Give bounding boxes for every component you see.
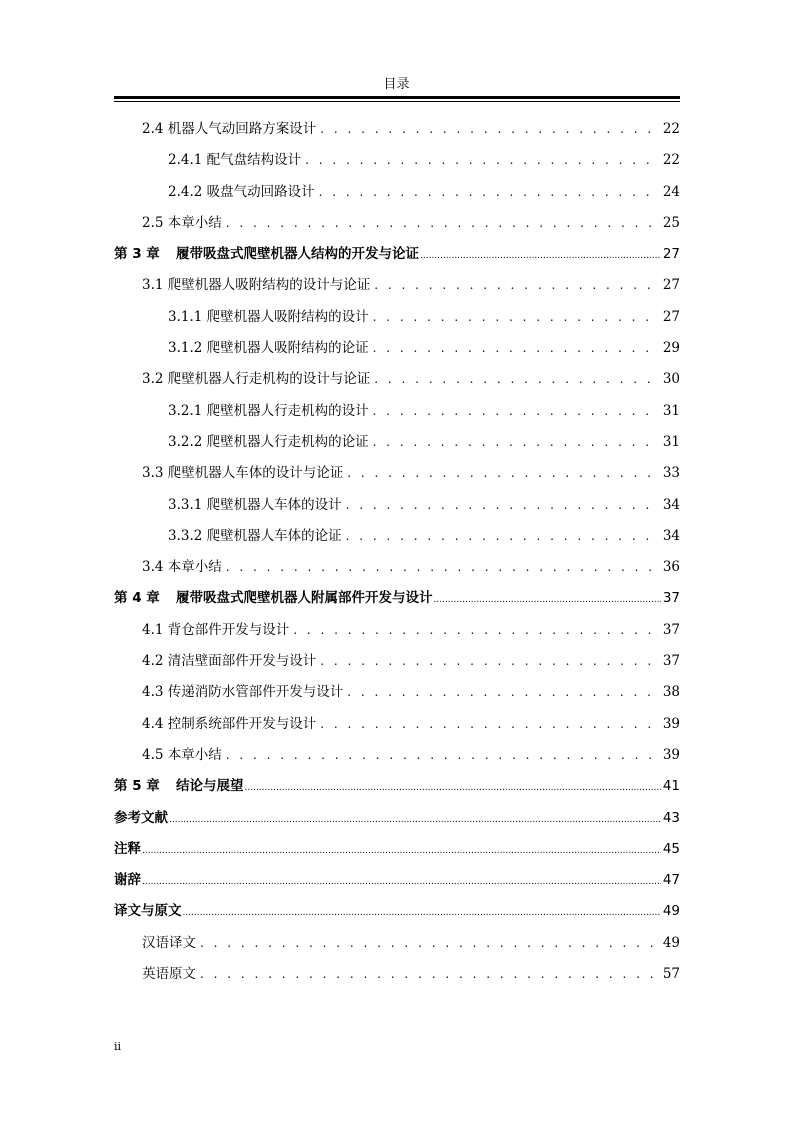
dot-leader [373, 302, 658, 333]
toc-page-number: 27 [662, 277, 680, 294]
toc-page-number: 37 [662, 621, 680, 638]
toc-entry[interactable] [114, 677, 680, 708]
toc-page-number: 27 [662, 246, 680, 263]
toc-entry-label [142, 270, 370, 301]
toc-entry-title: 2.5 本章小结 [142, 214, 222, 231]
dot-leader [374, 270, 658, 301]
toc-page-number: 45 [662, 840, 680, 857]
toc-entry-title: 3.1 爬壁机器人吸附结构的设计与论证 [142, 277, 371, 294]
toc-entry-label [168, 145, 301, 176]
dot-leader [142, 867, 661, 896]
dot-leader [347, 458, 658, 489]
toc-entry[interactable] [114, 959, 680, 990]
dot-leader [319, 177, 658, 208]
toc-page-number: 37 [662, 590, 680, 607]
toc-page-number: 31 [662, 402, 680, 419]
dot-leader [183, 898, 662, 927]
toc-entry[interactable] [114, 490, 680, 521]
toc-entry-label [142, 928, 196, 959]
toc-entry-label [142, 364, 370, 395]
toc-entry-title: 3.1.2 爬壁机器人吸附结构的论证 [168, 340, 369, 357]
toc-entry-title: 英语原文 [142, 966, 196, 983]
toc-entry[interactable] [114, 114, 680, 145]
toc-entry[interactable] [114, 740, 680, 771]
toc-entry[interactable] [114, 834, 680, 865]
toc-entry-title: 3.3 爬壁机器人车体的设计与论证 [142, 465, 344, 482]
chapter-number: 第 4 章 [114, 590, 160, 607]
dot-leader [245, 773, 662, 802]
toc-page-number: 49 [662, 903, 680, 920]
toc-entry[interactable] [114, 928, 680, 959]
toc-entry[interactable] [114, 615, 680, 646]
toc-page-number: 22 [662, 152, 680, 169]
toc-entry[interactable] [114, 177, 680, 208]
toc-page-number: 38 [662, 684, 680, 701]
toc-entry-label [142, 458, 343, 489]
toc-page-number: 24 [662, 183, 680, 200]
dot-leader [226, 552, 658, 583]
toc-entry[interactable] [114, 583, 680, 614]
toc-entry-title: 4.2 清洁壁面部件开发与设计 [142, 653, 317, 670]
footer-page-number: ii [114, 1040, 122, 1053]
toc-entry-title: 参考文献 [114, 809, 168, 826]
dot-leader [169, 805, 661, 834]
chapter-number: 第 3 章 [114, 246, 160, 263]
toc-entry[interactable] [114, 427, 680, 458]
dot-leader [373, 396, 658, 427]
page-header-title: 目录 [383, 77, 410, 92]
toc-entry-label [168, 333, 369, 364]
toc-entry-label [114, 803, 168, 834]
dot-leader [320, 709, 658, 740]
dot-leader [320, 114, 658, 145]
toc-entry-label [114, 771, 244, 802]
dot-leader [305, 145, 658, 176]
toc-entry-label [142, 646, 316, 677]
toc-page-number: 47 [662, 872, 680, 889]
toc-entry-label [142, 552, 222, 583]
toc-entry-label [168, 521, 342, 552]
toc-page-number: 36 [662, 559, 680, 576]
toc-entry[interactable] [114, 208, 680, 239]
toc-entry-title: 译文与原文 [114, 903, 182, 920]
toc-entry-title: 3.1.1 爬壁机器人吸附结构的设计 [168, 308, 369, 325]
toc-entry-title: 4.1 背仓部件开发与设计 [142, 621, 290, 638]
toc-entry-label [168, 490, 342, 521]
toc-entry[interactable] [114, 239, 680, 270]
toc-entry[interactable] [114, 333, 680, 364]
dot-leader [226, 740, 658, 771]
toc-entry-title: 4.4 控制系统部件开发与设计 [142, 715, 317, 732]
toc-page-number: 25 [662, 214, 680, 231]
dot-leader [226, 208, 658, 239]
toc-entry[interactable] [114, 646, 680, 677]
toc-page-number: 49 [662, 934, 680, 951]
toc-entry-label [142, 208, 222, 239]
toc-page-number: 27 [662, 308, 680, 325]
toc-page-number: 29 [662, 340, 680, 357]
toc-page-number: 41 [662, 778, 680, 795]
toc-page-number: 22 [662, 121, 680, 137]
toc-entry-title: 2.4 机器人气动回路方案设计 [142, 121, 317, 137]
toc-entry[interactable] [114, 145, 680, 176]
header-rule-thin [114, 101, 680, 102]
toc-entry[interactable] [114, 521, 680, 552]
dot-leader [293, 615, 658, 646]
toc-page-number: 34 [662, 496, 680, 513]
toc-entry-label [142, 740, 222, 771]
toc-entry-title: 3.3.1 爬壁机器人车体的设计 [168, 496, 342, 513]
toc-entry-title: 3.2 爬壁机器人行走机构的设计与论证 [142, 371, 371, 388]
toc-entry-title: 4.5 本章小结 [142, 746, 222, 763]
toc-page-number: 30 [662, 371, 680, 388]
toc-entry-label [168, 302, 369, 333]
toc-entry-label [114, 834, 141, 865]
toc-entry[interactable] [114, 458, 680, 489]
toc-entry[interactable] [114, 771, 680, 802]
toc-entry-label [114, 583, 433, 614]
header-rule-thick [114, 96, 680, 99]
toc-entry-title: 3.3.2 爬壁机器人车体的论证 [168, 527, 342, 544]
dot-leader [200, 928, 658, 959]
toc-entry-title: 谢辞 [114, 872, 141, 889]
toc-entry[interactable] [114, 896, 680, 927]
toc-entry-label [142, 677, 343, 708]
toc-entry-title: 4.3 传递消防水管部件开发与设计 [142, 684, 344, 701]
toc-entry[interactable] [114, 270, 680, 301]
toc-entry[interactable] [114, 364, 680, 395]
toc-entry-title: 2.4.2 吸盘气动回路设计 [168, 183, 315, 200]
toc-entry-label [114, 896, 182, 927]
toc-page-number: 37 [662, 653, 680, 670]
toc-entry-label [168, 427, 369, 458]
toc-page-number: 33 [662, 465, 680, 482]
dot-leader [346, 521, 658, 552]
toc-entry-title: 3.2.1 爬壁机器人行走机构的设计 [168, 402, 369, 419]
table-of-contents [114, 114, 680, 990]
toc-entry-title: 2.4.1 配气盘结构设计 [168, 152, 302, 169]
toc-entry-label [142, 709, 316, 740]
toc-entry-label [142, 114, 316, 145]
toc-entry-title: 履带吸盘式爬壁机器人结构的开发与论证 [176, 246, 419, 263]
toc-page-number: 31 [662, 433, 680, 450]
toc-entry[interactable] [114, 865, 680, 896]
dot-leader [347, 677, 658, 708]
dot-leader [346, 490, 658, 521]
dot-leader [142, 836, 661, 865]
toc-entry[interactable] [114, 803, 680, 834]
toc-page-number: 39 [662, 715, 680, 732]
dot-leader [373, 333, 658, 364]
toc-entry[interactable] [114, 302, 680, 333]
toc-entry[interactable] [114, 396, 680, 427]
dot-leader [434, 585, 662, 614]
toc-entry-label [114, 865, 141, 896]
toc-entry-title: 3.2.2 爬壁机器人行走机构的论证 [168, 433, 369, 450]
toc-page-number: 43 [662, 809, 680, 826]
toc-entry-title: 结论与展望 [176, 778, 244, 795]
toc-page-number: 34 [662, 527, 680, 544]
toc-entry-label [142, 615, 289, 646]
toc-entry-title: 汉语译文 [142, 934, 196, 951]
toc-entry-label [114, 239, 419, 270]
toc-page-number: 39 [662, 746, 680, 763]
dot-leader [200, 959, 658, 990]
toc-entry-label [142, 959, 196, 990]
dot-leader [373, 427, 658, 458]
toc-entry-title: 履带吸盘式爬壁机器人附属部件开发与设计 [176, 590, 433, 607]
toc-page-number: 57 [662, 966, 680, 983]
toc-entry-label [168, 177, 315, 208]
dot-leader [420, 241, 661, 270]
toc-entry[interactable] [114, 709, 680, 740]
toc-entry-label [168, 396, 369, 427]
dot-leader [374, 364, 658, 395]
toc-entry-title: 3.4 本章小结 [142, 559, 222, 576]
toc-entry-title: 注释 [114, 840, 141, 857]
chapter-number: 第 5 章 [114, 778, 160, 795]
dot-leader [320, 646, 658, 677]
toc-entry[interactable] [114, 552, 680, 583]
